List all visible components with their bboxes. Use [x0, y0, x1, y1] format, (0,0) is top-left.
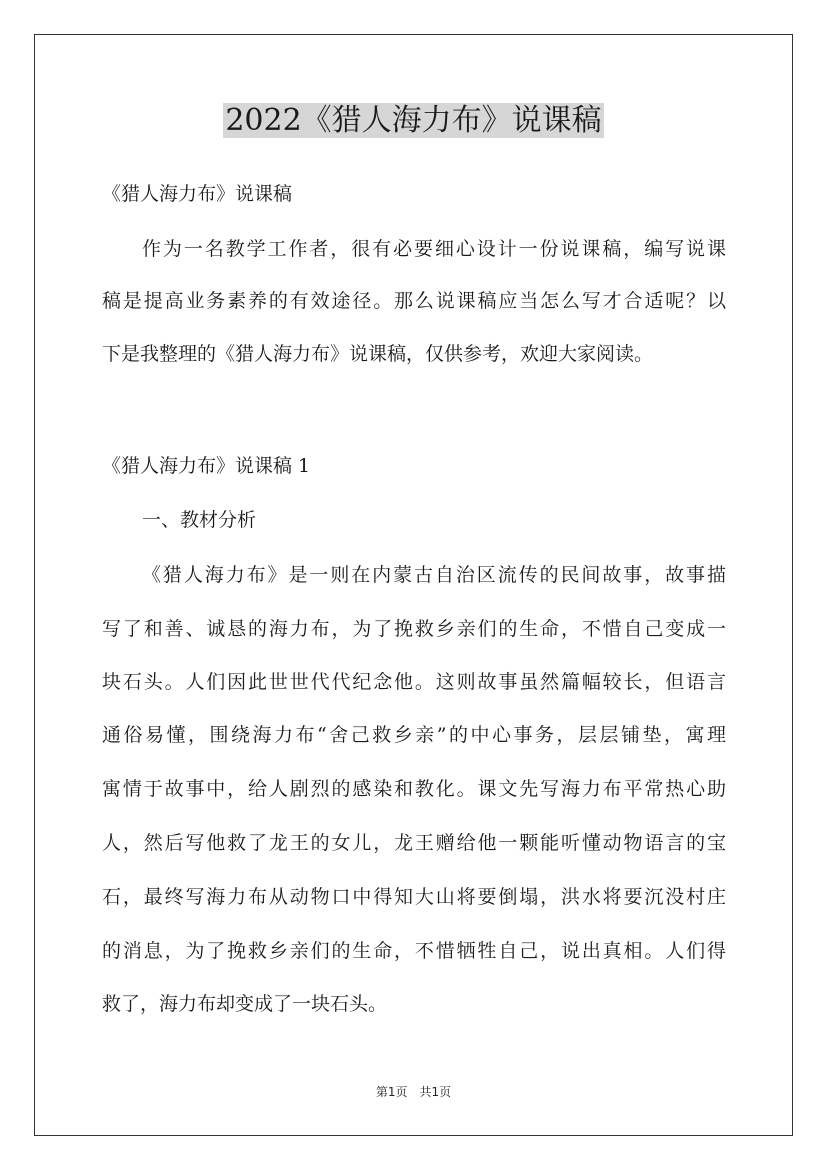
body-line-6: 人，然后写他救了龙王的女儿，龙王赠给他一颗能听懂动物语言的宝	[102, 832, 726, 854]
body-line-2: 写了和善、诚恳的海力布，为了挽救乡亲们的生命，不惜自己变成一	[102, 618, 726, 640]
body-line-3: 块石头。人们因此世世代代纪念他。这则故事虽然篇幅较长，但语言	[102, 671, 726, 693]
body-line-4: 通俗易懂，围绕海力布“舍己救乡亲”的中心事务，层层铺垫，寓理	[102, 724, 726, 746]
body-line-9: 救了，海力布却变成了一块石头。	[102, 993, 388, 1015]
section-title: 《猎人海力布》说课稿 1	[102, 455, 311, 477]
document-subtitle: 《猎人海力布》说课稿	[102, 183, 293, 205]
intro-line-2: 稿是提高业务素养的有效途径。那么说课稿应当怎么写才合适呢？以	[102, 290, 726, 312]
footer-page-total: 共1页	[419, 1085, 452, 1099]
body-line-5: 寓情于故事中，给人剧烈的感染和教化。课文先写海力布平常热心助	[102, 778, 726, 800]
page-footer	[0, 1084, 827, 1100]
intro-line-3: 下是我整理的《猎人海力布》说课稿，仅供参考，欢迎大家阅读。	[102, 343, 654, 365]
document-title	[0, 101, 827, 141]
footer-page-current: 第1页	[375, 1085, 408, 1099]
subsection-title: 一、教材分析	[142, 509, 257, 531]
body-line-7: 石，最终写海力布从动物口中得知大山将要倒塌，洪水将要沉没村庄	[102, 886, 726, 908]
document-title-text: 2022《猎人海力布》说课稿	[225, 103, 602, 138]
body-line-8: 的消息，为了挽救乡亲们的生命，不惜牺牲自己，说出真相。人们得	[102, 940, 726, 962]
body-line-1: 《猎人海力布》是一则在内蒙古自治区流传的民间故事，故事描	[142, 564, 726, 586]
intro-line-1: 作为一名教学工作者，很有必要细心设计一份说课稿，编写说课	[142, 238, 726, 260]
